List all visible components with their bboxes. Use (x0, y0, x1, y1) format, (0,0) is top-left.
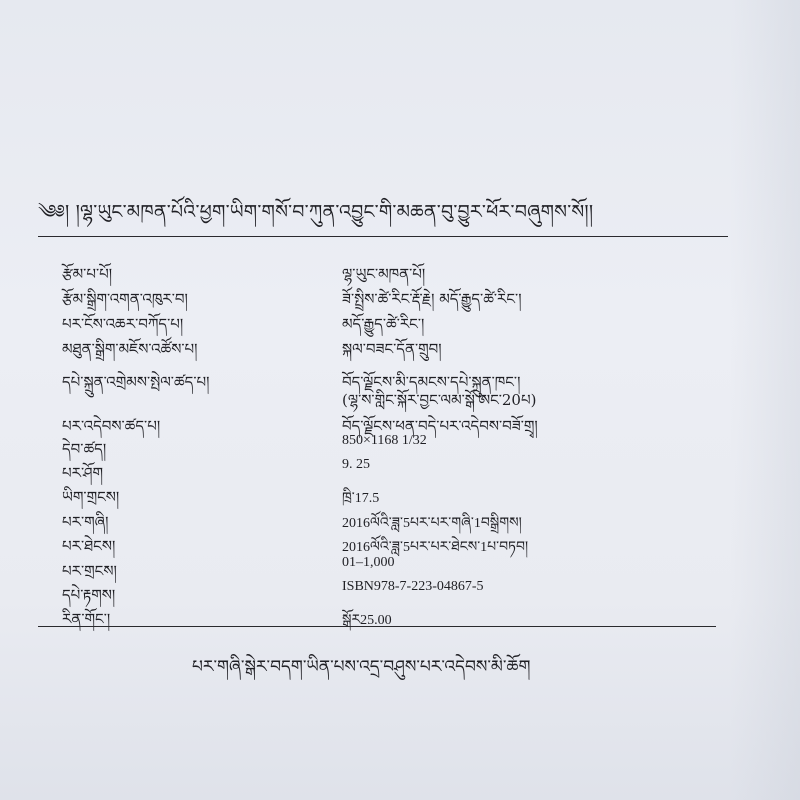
row-value: 2016ལོའི་ཟླ་5པར་པར་ཐེངས་1པ་བཏབ། (342, 540, 529, 555)
book-title: ༄༅། །ལྷ་ཡུང་མཁན་པོའི་ཕྱག་ཡིག་གསོ་བ་ཀུན་འབྱུང་གི་མཆན་བུ་བྱུར་ཕོར་བཞུགས་སོ།། (38, 201, 594, 223)
row-label: པར་གཞི། (62, 513, 109, 531)
row-label: དེབ་ཚད། (62, 440, 107, 458)
row-value: མདོ་རྒྱུད་ཚེ་རིང་། (342, 315, 425, 333)
row-value: (ལྷ་ས་གླིང་སྐོར་བྱང་ལམ་སྒོ་ཨང་20པ) (342, 391, 537, 409)
top-divider (38, 236, 728, 237)
row-value: 2016ལོའི་ཟླ་5པར་པར་གཞི་1བསྒྲིགས། (342, 516, 522, 531)
row-value: སྐལ་བཟང་དོན་གྲུབ། (342, 340, 442, 358)
row-value: བོད་ལྗོངས་ཕན་བདེ་པར་འདེབས་བཟོ་གྲྭ། (342, 417, 538, 435)
row-value: ཁྲི་17.5 (342, 491, 380, 506)
row-label: མཐུན་སྒྲིག་མཇོས་འཚོས་པ། (62, 340, 198, 358)
row-label: དཔེ་རྟགས། (62, 586, 116, 604)
row-label: པར་འདེབས་ཚད་པ། (62, 417, 161, 435)
row-label: རིན་གོང་། (62, 610, 111, 628)
row-label: པར་ངོས་འཆར་བཀོད་པ། (62, 315, 184, 333)
row-label: རྩོམ་སྒྲིག་འགན་འཁུར་བ། (62, 290, 188, 308)
row-value: སྒོར25.00 (342, 613, 392, 628)
bottom-divider (38, 626, 716, 627)
row-label: པར་ཐེངས། (62, 537, 116, 555)
row-value: 850×1168 1/32 (342, 433, 427, 448)
row-value: 9. 25 (342, 457, 370, 472)
row-label: དཔེ་སྐྲུན་འགྲེམས་སྤེལ་ཚད་པ། (62, 373, 210, 391)
row-value: ཟོ་སྤྲིས་ཚེ་རིང་རྡོ་རྗེ། མདོ་རྒྱུད་ཚེ་རིང་། (342, 290, 522, 308)
row-label: པར་གྲངས། (62, 562, 117, 580)
row-value: བོད་ལྗོངས་མི་དམངས་དཔེ་སྐྲུན་ཁང་། (342, 373, 521, 391)
row-value: 01–1,000 (342, 555, 395, 570)
copyright-notice: པར་གཞི་སྒེར་བདག་ཡིན་པས་འདྲ་བཤུས་པར་འདེབས་མི་ཆོག (192, 657, 531, 677)
row-label: ཡིག་གྲངས། (62, 488, 120, 506)
row-value: ལྷ་ཡུང་མཁན་པོ། (342, 265, 426, 283)
row-label: པར་ཤོག (62, 464, 104, 482)
row-label: རྩོམ་པ་པོ། (62, 265, 113, 283)
row-value: ISBN978-7-223-04867-5 (342, 579, 484, 594)
